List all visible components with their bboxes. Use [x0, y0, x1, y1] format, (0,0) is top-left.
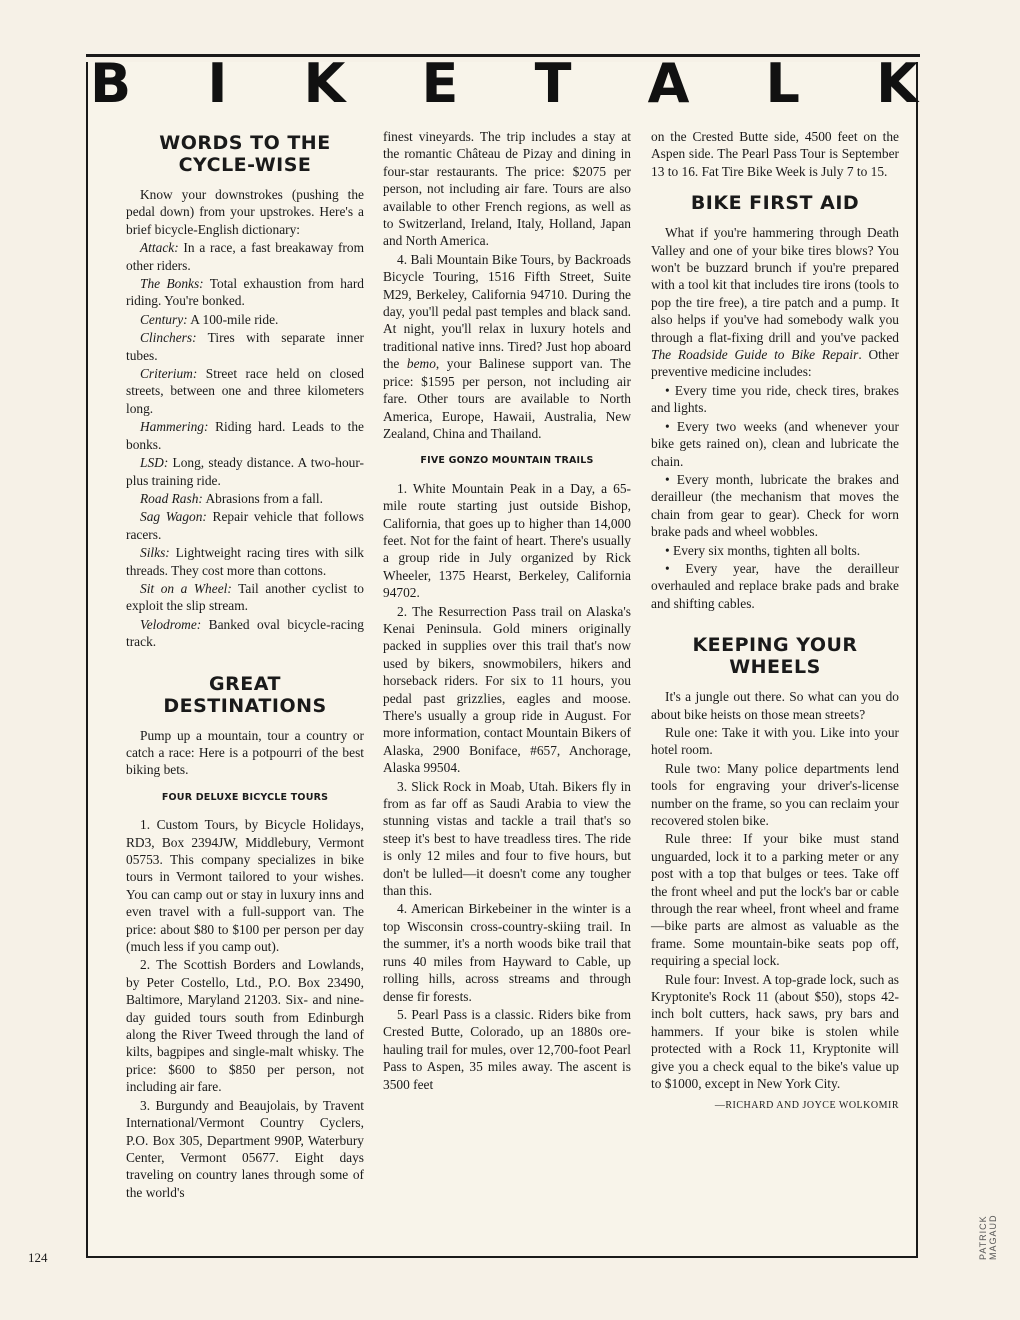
- term: Silks:: [140, 545, 170, 561]
- destinations-intro: Pump up a mountain, tour a country or catch a race: Here is a potpourri of the best biking bets.: [126, 727, 364, 778]
- term: Criterium:: [140, 366, 198, 382]
- masthead-letter: E: [421, 51, 459, 115]
- rule-item: Rule three: If your bike must stand unguarded, lock it to a parking meter or any post with a top that bulges or tees. Take off the front wheel and put the lock's bar or cable through the rear wheel, front wheel and frame—bike parts are almost as valuable as the frame. Some mountain-bike seats pop off, requiring a special lock.: [651, 831, 899, 969]
- keeping-intro: It's a jungle out there. So what can you do about bike heists on those mean streets?: [651, 689, 899, 722]
- book-title: The Roadside Guide to Bike Repair: [651, 347, 859, 363]
- tour-item: [383, 251, 631, 442]
- term: Sit on a Wheel:: [140, 580, 232, 596]
- heading-words-to-the-cycle-wise: WORDS TO THE CYCLE-WISE: [159, 132, 331, 176]
- dictionary-entry: [126, 580, 364, 615]
- dictionary-entry: [126, 365, 364, 417]
- trail-item-continued: on the Crested Butte side, 4500 feet on the Aspen side. The Pearl Pass Tour is September 13 to 16. Fat Tire Bike Week is July 7 to 15.: [651, 129, 899, 179]
- photo-credit: PATRICK MAGAUD: [978, 1214, 998, 1260]
- trail-item: 4. American Birkebeiner in the winter is a top Wisconsin cross-country-skiing trail. In the summer, it's a north woods bike trail that runs 40 miles from Hayward to Cable, up rolling hills, across streams and through dense fir forests.: [383, 901, 631, 1004]
- definition: In a race, a fast breakaway from other riders.: [126, 240, 364, 273]
- dictionary-entry: [126, 311, 364, 328]
- heading-bike-first-aid: BIKE FIRST AID: [690, 192, 860, 215]
- rule-item: Rule one: Take it with you. Like into your hotel room.: [651, 724, 899, 758]
- definition: Street race held on closed streets, between one and three kilometers long.: [126, 366, 364, 416]
- tour-text: , your Balinese support van. The price: $1595 per person, not including air fare. Other tours are available to North America, Europe, Hawaii, Australia, New Zealand, China and Thailand.: [383, 356, 631, 441]
- tour-item-continued: finest vineyards. The trip includes a stay at the romantic Château de Pizay and dining in four-star restaurants. The price: $2075 per person, not including air fare. Tours are also available to other French regions, as well as to Switzerland, Ireland, Italy, Holland, Japan and North America.: [383, 129, 631, 249]
- dictionary-entry: [126, 275, 364, 310]
- dictionary-entry: [126, 418, 364, 453]
- definition: Riding hard. Leads to the bonks.: [126, 419, 364, 452]
- dictionary-entry: [126, 239, 364, 274]
- heading-keeping-your-wheels: KEEPING YOUR WHEELS: [692, 634, 858, 679]
- masthead-letter: K: [876, 51, 918, 115]
- term: The Bonks:: [140, 276, 204, 292]
- masthead-letter: L: [765, 51, 800, 115]
- dictionary-intro: Know your downstrokes (pushing the pedal down) from your upstrokes. Here's a brief bicycle-English dictionary:: [126, 187, 364, 237]
- masthead-letter: I: [207, 51, 228, 115]
- heading-great-destinations: GREAT DESTINATIONS: [163, 672, 327, 717]
- dictionary-entry: [126, 544, 364, 579]
- bullet-item: • Every time you ride, check tires, brakes and lights.: [651, 382, 899, 416]
- tour-text: 4. Bali Mountain Bike Tours, by Backroads Bicycle Touring, 1516 Fifth Street, Suite M29, Berkeley, California 94710. During the day, you'll pedal past temples and black sand. At night, you'll relax in luxury hotels and traditional native inns. Tired? Just hop aboard the: [383, 251, 631, 372]
- masthead-letter: K: [303, 51, 346, 115]
- trail-item: 2. The Resurrection Pass trail on Alaska's Kenai Peninsula. Gold miners originally packed in supplies over this trail that's now used by bikers, snowmobilers, hikers and horseback riders. For six to 11 hours, you pedal past grizzlies, eagles and moose. There's usually a group ride in August. For more information, contact Mountain Bikers of Alaska, 2900 Boniface, #657, Anchorage, Alaska 99504.: [383, 603, 631, 776]
- masthead-letter: A: [647, 51, 690, 115]
- column-2: [383, 128, 631, 1094]
- dictionary-entry: [126, 454, 364, 489]
- column-3: [651, 128, 899, 1114]
- definition: A 100-mile ride.: [187, 311, 279, 327]
- dictionary-entry: [126, 616, 364, 651]
- trail-item: 5. Pearl Pass is a classic. Riders bike from Crested Butte, Colorado, up an 1880s ore-hauling trail for mules, over 12,700-foot Pearl Pass to Aspen, 35 miles away. The ascent is 3500 feet: [383, 1006, 631, 1092]
- term: Velodrome:: [140, 616, 202, 632]
- dictionary-entry: [126, 490, 364, 507]
- first-aid-text: [651, 224, 899, 381]
- definition: Tail another cyclist to exploit the slip stream.: [126, 580, 364, 614]
- definition: Lightweight racing tires with silk threads. They cost more than cottons.: [126, 545, 364, 578]
- term: Century:: [140, 311, 188, 327]
- bullet-item: • Every month, lubricate the brakes and derailleur (the mechanism that moves the chain from gear to gear). Check for worn brake pads and wheel wobbles.: [651, 471, 899, 540]
- first-aid-text-a: What if you're hammering through Death Valley and one of your bike tires blows? You won't be buzzard brunch if you're prepared with a tool kit that includes tire irons (tools to pop the tire free), a tire patch and a pump. It also helps if you've had somebody walk you through a flat-fixing drill and you've packed: [651, 225, 899, 345]
- tour-item: 2. The Scottish Borders and Lowlands, by Peter Costello, Ltd., P.O. Box 23490, Baltimore, Maryland 21203. Six- and nine-day guided tours south from Edinburgh along the River Tweed through the land of kilts, bagpipes and single-malt whisky. The price: $600 to $850 per person, not including air fare.: [126, 957, 364, 1095]
- tour-item: 3. Burgundy and Beaujolais, by Travent International/Vermont Country Cyclers, P.O. Box 305, Department 990P, Waterbury Center, Vermont 05677. Eight days traveling on country lanes through some of the world's: [126, 1097, 364, 1200]
- tour-item: 1. Custom Tours, by Bicycle Holidays, RD3, Box 2394JW, Middlebury, Vermont 05753. This company specializes in bike tours in Vermont tailored to your wishes. You can camp out or stay in luxury inns and even travel with a full-support van. The price: about $80 to $100 per person per day (much less if you camp out).: [126, 817, 364, 955]
- term: Hammering:: [140, 419, 209, 435]
- masthead-letter: T: [534, 51, 572, 115]
- bullet-item: • Every year, have the derailleur overhauled and replace brake pads and brake and shifting cables.: [651, 560, 899, 611]
- bullet-item: • Every two weeks (and whenever your bike gets rained on), clean and lubricate the chain.: [651, 418, 899, 469]
- definition: Repair vehicle that follows racers.: [126, 509, 364, 542]
- dictionary-entry: [126, 508, 364, 543]
- definition: Long, steady distance. A two-hour-plus training ride.: [126, 455, 364, 488]
- definition: Total exhaustion from hard riding. You're bonked.: [126, 276, 365, 309]
- trail-item: 1. White Mountain Peak in a Day, a 65-mile route starting just outside Bishop, California, that goes up to higher than 14,000 feet. Not for the faint of heart. There's usually a group ride in July organized by Rick Wheeler, 1375 Hearst, Berkeley, California 94702.: [383, 480, 631, 601]
- rule-item: Rule two: Many police departments lend tools for engraving your driver's-license number on the frame, so you can reclaim your recovered stolen bike.: [651, 760, 899, 828]
- page-number: 124: [28, 1250, 48, 1265]
- term: LSD:: [140, 455, 169, 471]
- subheading-five-gonzo-trails: FIVE GONZO MOUNTAIN TRAILS: [420, 455, 594, 467]
- trail-item: 3. Slick Rock in Moab, Utah. Bikers fly in from as far off as Saudi Arabia to view the stunning vistas and tackle a trail that's so steep it's best to have treadless tires. The ride is only 12 miles and four to five hours, but don't be lulled—it doesn't come any tougher than this.: [383, 778, 631, 899]
- term: Clinchers:: [140, 330, 197, 346]
- term: Attack:: [140, 240, 179, 256]
- term: Road Rash:: [140, 490, 203, 506]
- definition: Tires with separate inner tubes.: [126, 330, 364, 363]
- first-aid-text-b: . Other preventive medicine includes:: [651, 347, 899, 380]
- column-1: [126, 128, 364, 1202]
- term: Sag Wagon:: [140, 509, 207, 525]
- definition: Banked oval bicycle-racing track.: [126, 616, 364, 650]
- subheading-four-deluxe-tours: FOUR DELUXE BICYCLE TOURS: [161, 791, 329, 803]
- bullet-item: • Every six months, tighten all bolts.: [665, 542, 861, 558]
- masthead-letter: B: [90, 51, 132, 115]
- dictionary-entry: [126, 329, 364, 364]
- author-byline: —RICHARD AND JOYCE WOLKOMIR: [714, 1099, 899, 1111]
- tour-text-italic: bemo: [406, 356, 436, 372]
- masthead-bike-talk: [86, 51, 920, 115]
- rule-item: Rule four: Invest. A top-grade lock, such as Kryptonite's Rock 11 (about $50), stops 42-inch bolt cutters, hack saws, pry bars and hammers. If your bike is stolen while protected with a Rock 11, Kryptonite will give you a check equal to the bike's value up to $1000, except in New York City.: [651, 971, 899, 1092]
- definition: Abrasions from a fall.: [202, 490, 323, 506]
